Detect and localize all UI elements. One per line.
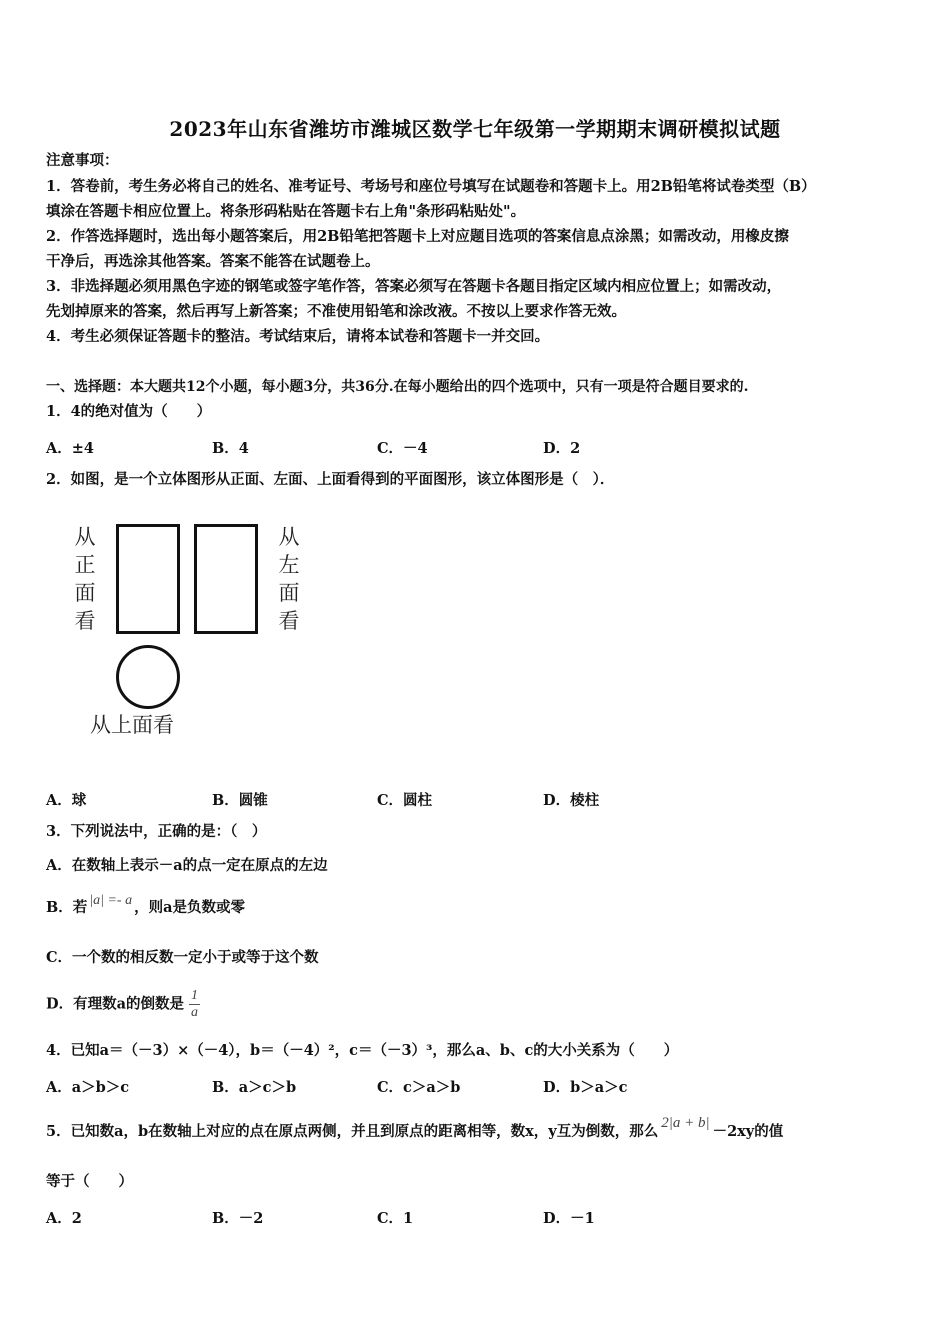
q1-option-a: A．±4: [46, 440, 94, 457]
fraction-numerator: 1: [191, 988, 199, 1003]
q4-option-c: C．c＞a＞b: [377, 1079, 461, 1096]
q5-math-expression: 2|a + b|: [661, 1115, 710, 1131]
q5-stem-prefix: 5．已知数a，b在数轴上对应的点在原点两侧，并且到原点的距离相等，数x，y互为倒数，那么: [46, 1123, 659, 1140]
front-view-label: 从正面看: [74, 525, 96, 633]
notice-line: 2．作答选择题时，选出每小题答案后，用2B铅笔把答题卡上对应题目选项的答案信息点涂黑；如需改动，用橡皮擦: [46, 228, 789, 245]
q3-option-b-prefix: B．若: [46, 899, 88, 916]
question-3-stem: 3．下列说法中，正确的是：（ ）: [46, 823, 267, 840]
notice-line: 4．考生必须保证答题卡的整洁。考试结束后，请将本试卷和答题卡一并交回。: [46, 328, 550, 345]
q3-option-b-math: |a| =- a: [89, 893, 133, 908]
q1-option-b: B．4: [212, 440, 249, 457]
q2-option-c: C．圆柱: [377, 792, 433, 809]
question-5-stem-continued: 等于（ ）: [46, 1173, 133, 1190]
question-4-stem: 4．已知a＝（－3）×（－4），b＝（－4）²，c＝（－3）³，那么a、b、c的大小关系为（ ）: [46, 1042, 679, 1059]
page-title: 2023年山东省潍坊市潍城区数学七年级第一学期期末调研模拟试题: [169, 117, 781, 141]
q3-option-c: C．一个数的相反数一定小于或等于这个数: [46, 949, 319, 966]
q2-option-d: D．棱柱: [543, 792, 600, 809]
question-2-stem: 2．如图，是一个立体图形从正面、左面、上面看得到的平面图形，该立体图形是（ ）．: [46, 471, 615, 488]
fraction-denominator: a: [191, 1005, 199, 1020]
question-1-stem: 1．4的绝对值为（ ）: [46, 403, 212, 420]
q4-option-d: D．b＞a＞c: [543, 1079, 628, 1096]
front-view-rectangle: [116, 524, 180, 634]
q1-option-c: C．－4: [377, 440, 428, 457]
notice-line: 3．非选择题必须用黑色字迹的钢笔或签字笔作答，答案必须写在答题卡各题目指定区域内相应位置上；如需改动，: [46, 278, 782, 295]
q5-option-a: A．2: [46, 1210, 82, 1227]
q4-option-a: A．a＞b＞c: [46, 1079, 130, 1096]
q3-option-d: [46, 988, 200, 1021]
q3-option-a: A．在数轴上表示－a的点一定在原点的左边: [46, 857, 328, 874]
q3-option-d-fraction: [189, 988, 200, 1021]
q2-option-b: B．圆锥: [212, 792, 268, 809]
q1-option-d: D．2: [543, 440, 581, 457]
question-5-stem: [46, 1115, 784, 1141]
q5-option-c: C．1: [377, 1210, 414, 1227]
left-view-label: 从左面看: [278, 525, 300, 633]
q5-option-d: D．－1: [543, 1210, 595, 1227]
section-heading: 一、选择题：本大题共12个小题，每小题3分，共36分.在每小题给出的四个选项中，只有一项是符合题目要求的.: [46, 379, 749, 395]
notice-line: 干净后，再选涂其他答案。答案不能答在试题卷上。: [46, 253, 380, 270]
notice-line: 先划掉原来的答案，然后再写上新答案；不准使用铅笔和涂改液。不按以上要求作答无效。: [46, 303, 626, 320]
q3-option-b-suffix: ，则a是负数或零: [134, 899, 245, 916]
q3-option-d-prefix: D．有理数a的倒数是: [46, 995, 184, 1013]
q3-option-b: [46, 893, 245, 918]
notice-line: 填涂在答题卡相应位置上。将条形码粘贴在答题卡右上角"条形码粘贴处"。: [46, 203, 526, 220]
q2-option-a: A．球: [46, 792, 87, 809]
notice-line: 1．答卷前，考生务必将自己的姓名、准考证号、考场号和座位号填写在试题卷和答题卡上。用2B铅笔将试卷类型（B）: [46, 178, 816, 195]
q5-stem-suffix: －2xy的值: [712, 1123, 784, 1140]
q5-option-b: B．－2: [212, 1210, 264, 1227]
notice-heading: 注意事项：: [46, 152, 119, 169]
q4-option-b: B．a＞c＞b: [212, 1079, 297, 1096]
left-view-rectangle: [194, 524, 258, 634]
top-view-label: 从上面看: [90, 713, 174, 737]
top-view-circle: [116, 645, 180, 709]
